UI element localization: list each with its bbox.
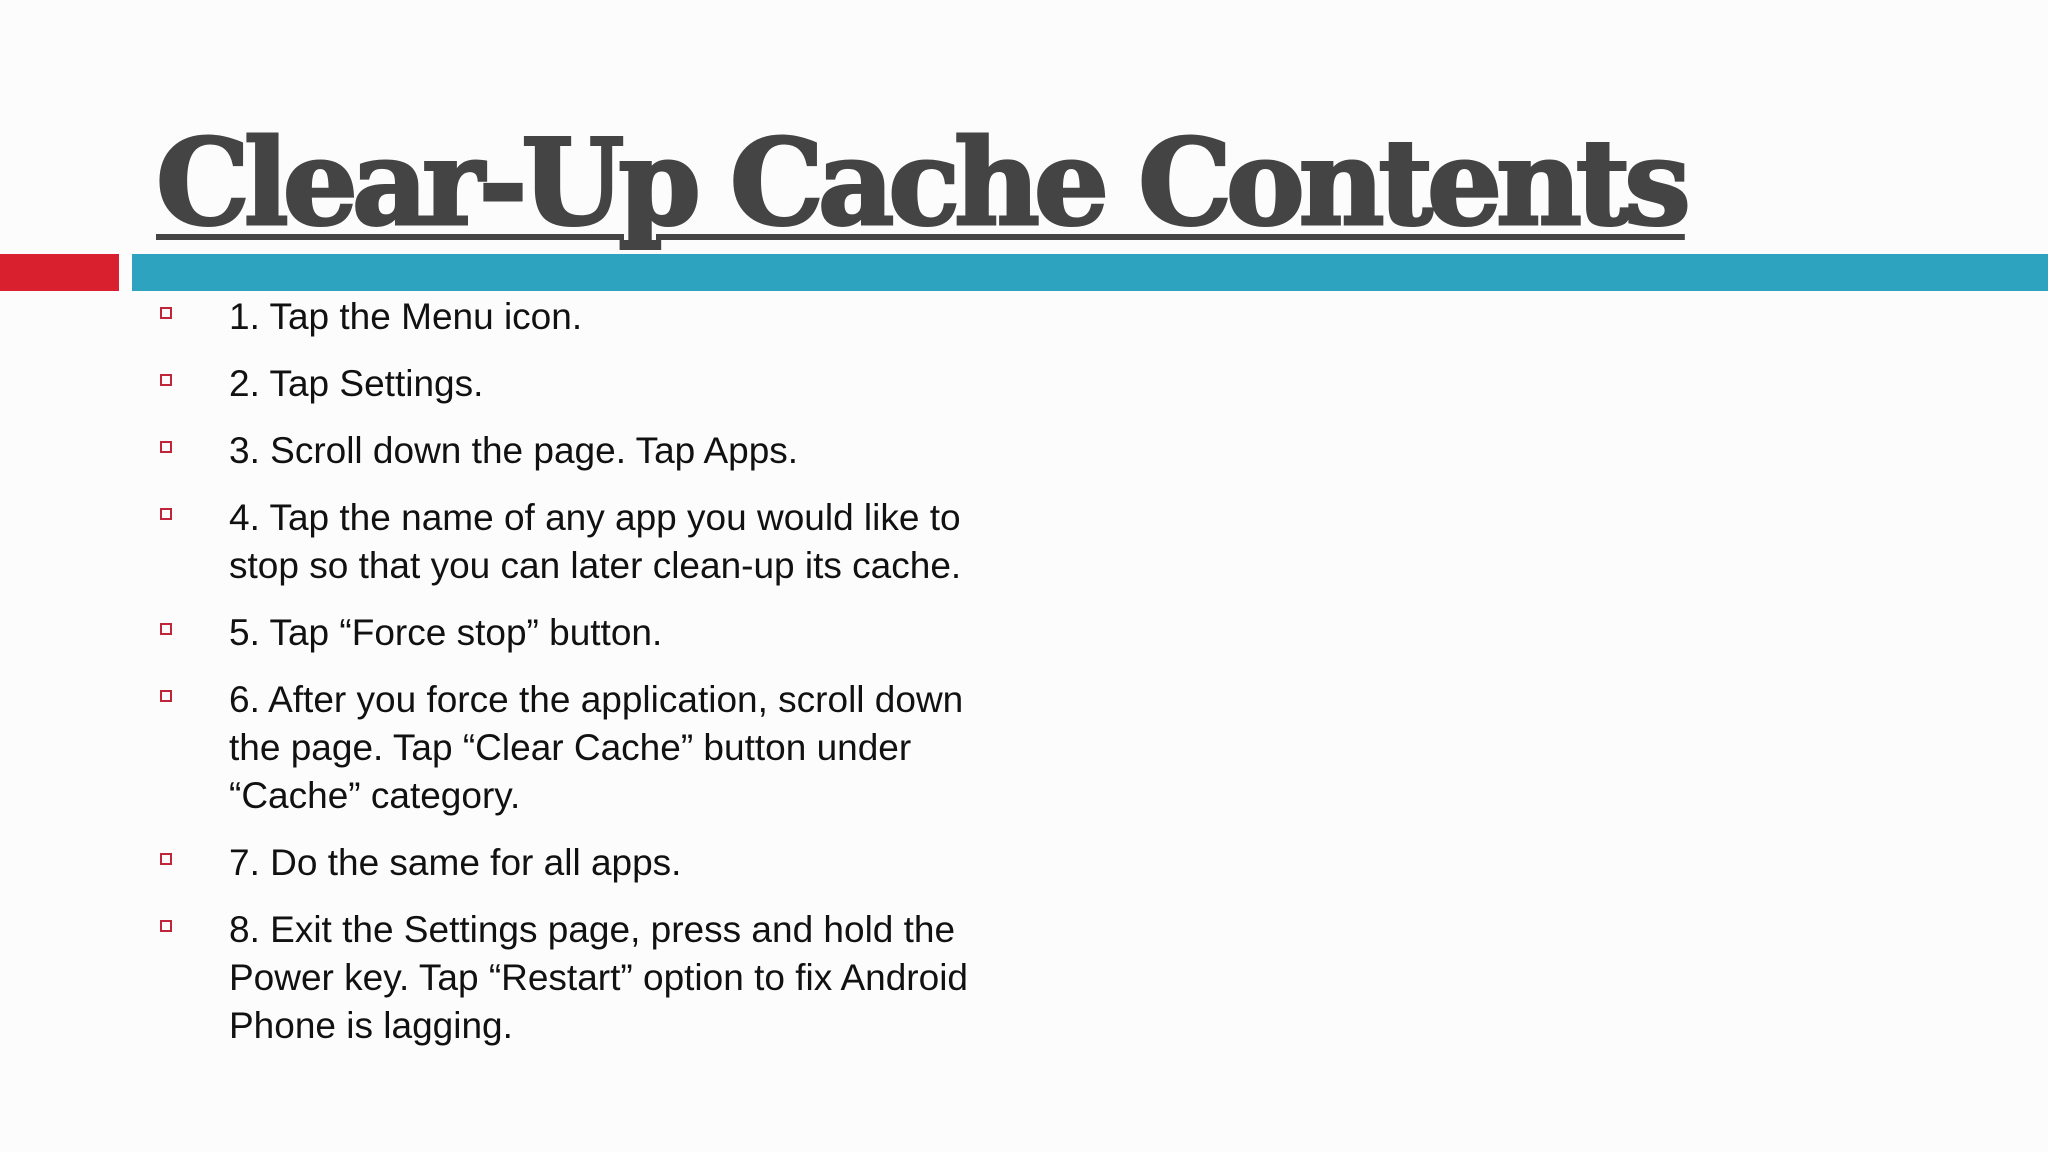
accent-bar-teal: [132, 254, 2048, 291]
list-item: [159, 676, 1019, 820]
list-item-text: 7. Do the same for all apps.: [229, 842, 682, 883]
list-item-text: 1. Tap the Menu icon.: [229, 296, 583, 337]
slide-title: Clear-Up Cache Contents: [156, 113, 1685, 252]
list-item: [159, 427, 1019, 475]
list-item-text: 6. After you force the application, scroll down the page. Tap “Clear Cache” button under “Cache” category.: [229, 679, 964, 816]
bullet-square-icon: [160, 307, 172, 319]
list-item-text: 3. Scroll down the page. Tap Apps.: [229, 430, 799, 471]
bullet-list: [159, 293, 1019, 1069]
bullet-square-icon: [160, 508, 172, 520]
bullet-square-icon: [160, 441, 172, 453]
list-item-text: 4. Tap the name of any app you would like to stop so that you can later clean-up its cache.: [229, 497, 962, 586]
list-item: [159, 360, 1019, 408]
list-item-text: 8. Exit the Settings page, press and hold the Power key. Tap “Restart” option to fix Android Phone is lagging.: [229, 909, 968, 1046]
list-item: [159, 609, 1019, 657]
bullet-square-icon: [160, 623, 172, 635]
bullet-square-icon: [160, 853, 172, 865]
list-item: [159, 494, 1019, 590]
bullet-square-icon: [160, 374, 172, 386]
list-item: [159, 839, 1019, 887]
bullet-square-icon: [160, 920, 172, 932]
accent-bar-red: [0, 254, 119, 291]
list-item-text: 5. Tap “Force stop” button.: [229, 612, 663, 653]
bullet-square-icon: [160, 690, 172, 702]
list-item: [159, 906, 1019, 1050]
list-item: [159, 293, 1019, 341]
list-item-text: 2. Tap Settings.: [229, 363, 484, 404]
